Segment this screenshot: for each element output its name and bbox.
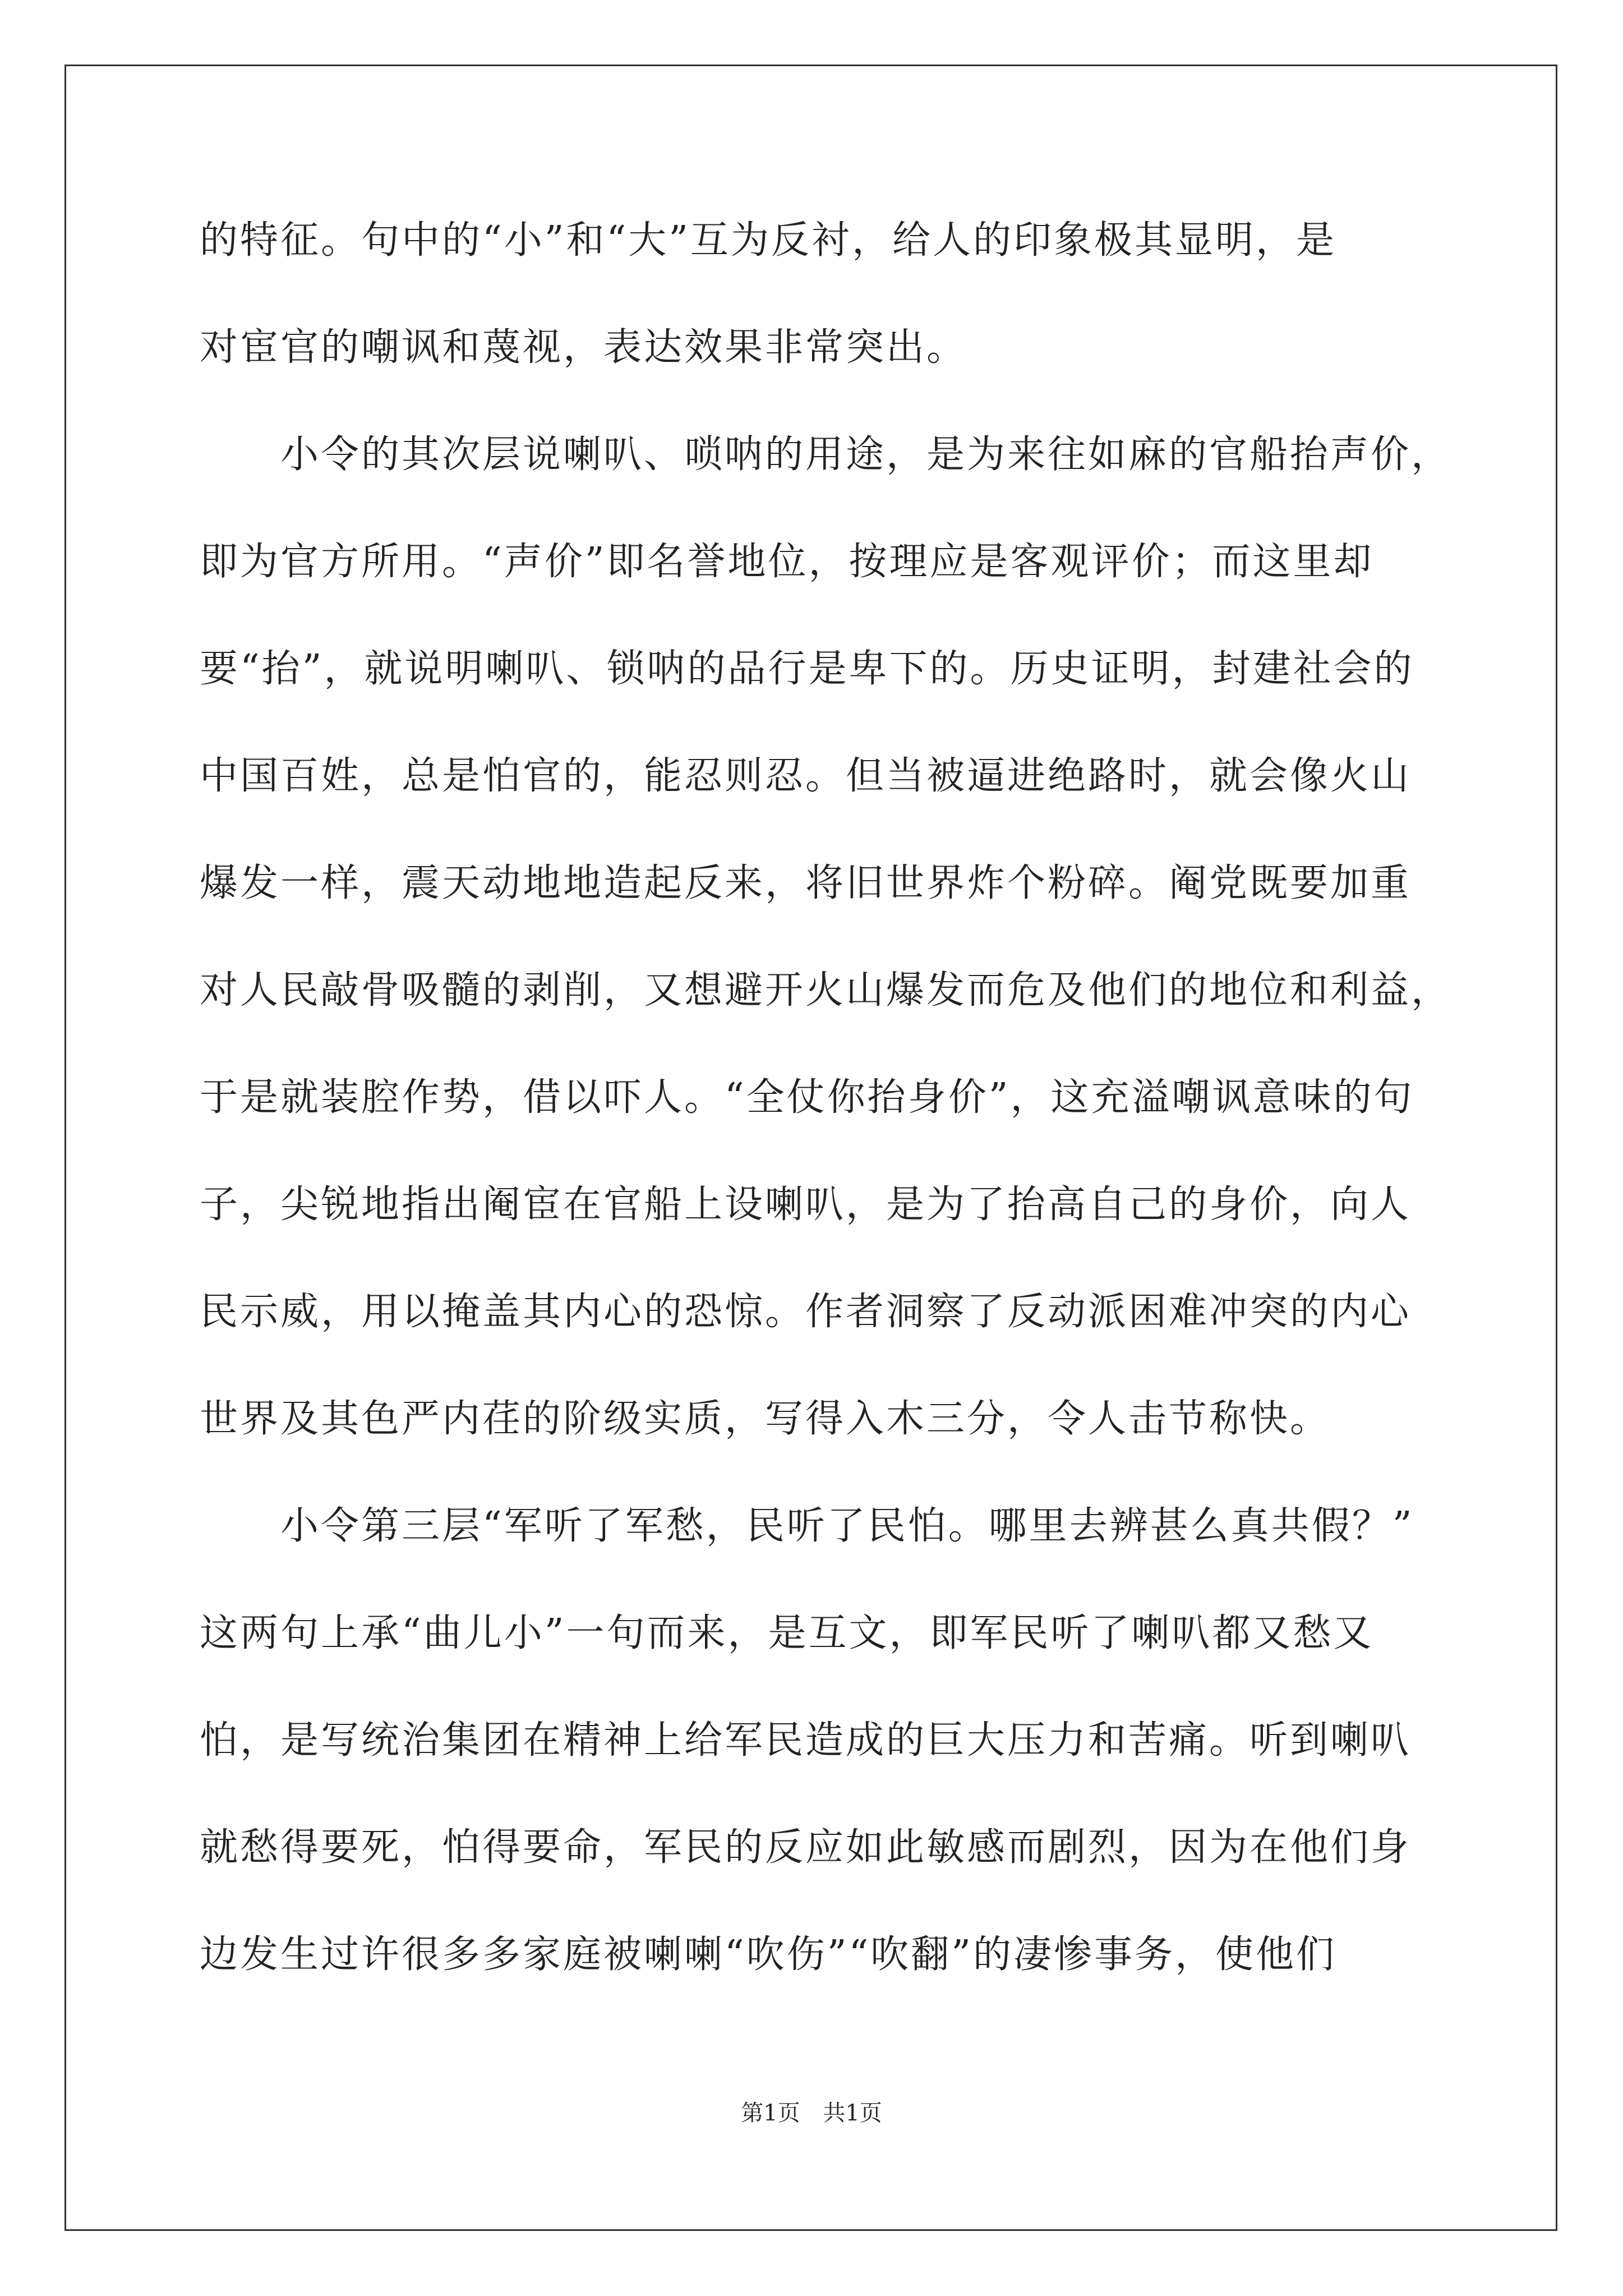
text-line: 对宦官的嘲讽和蔑视，表达效果非常突出。 [200, 325, 967, 370]
text-line: 于是就装腔作势，借以吓人。“全仗你抬身价”，这充溢嘲讽意味的句 [200, 1075, 1414, 1120]
text-line: 小令第三层“军听了军愁，民听了民怕。哪里去辨甚么真共假？” [200, 1504, 1414, 1548]
text-line: 民示威，用以掩盖其内心的恐惊。作者洞察了反动派困难冲突的内心 [200, 1290, 1412, 1334]
text-line: 要“抬”，就说明喇叭、锁呐的品行是卑下的。历史证明，封建社会的 [200, 647, 1414, 691]
text-line: 就愁得要死，怕得要命，军民的反应如此敏感而剧烈，因为在他们身 [200, 1825, 1412, 1870]
text-line: 即为官方所用。“声价”即名誉地位，按理应是客观评价；而这里却 [200, 540, 1374, 584]
page-number-current: 第1页 [741, 2100, 800, 2126]
text-line: 的特征。句中的“小”和“大”互为反衬，给人的印象极其显明，是 [200, 218, 1337, 263]
text-line: 这两句上承“曲儿小”一句而来，是互文，即军民听了喇叭都又愁又 [200, 1611, 1374, 1655]
page-footer [0, 2101, 1623, 2125]
text-line: 子，尖锐地指出阉宦在官船上设喇叭，是为了抬高自己的身价，向人 [200, 1182, 1412, 1227]
text-line: 爆发一样，震天动地地造起反来，将旧世界炸个粉碎。阉党既要加重 [200, 861, 1412, 905]
page-number-total: 共1页 [823, 2100, 882, 2126]
text-line: 怕，是写统治集团在精神上给军民造成的巨大压力和苦痛。听到喇叭 [200, 1718, 1412, 1763]
text-line: 中国百姓，总是怕官的，能忍则忍。但当被逼进绝路时，就会像火山 [200, 754, 1412, 798]
document-body [200, 218, 1452, 2043]
text-line: 边发生过许很多多家庭被喇喇“吹伤”“吹翻”的凄惨事务，使他们 [200, 1932, 1337, 1977]
text-line: 小令的其次层说喇叭、唢呐的用途，是为来往如麻的官船抬声价， [200, 432, 1452, 477]
text-line: 世界及其色严内荏的阶级实质，写得入木三分，令人击节称快。 [200, 1397, 1331, 1441]
text-line: 对人民敲骨吸髓的剥削，又想避开火山爆发而危及他们的地位和利益， [200, 968, 1452, 1013]
